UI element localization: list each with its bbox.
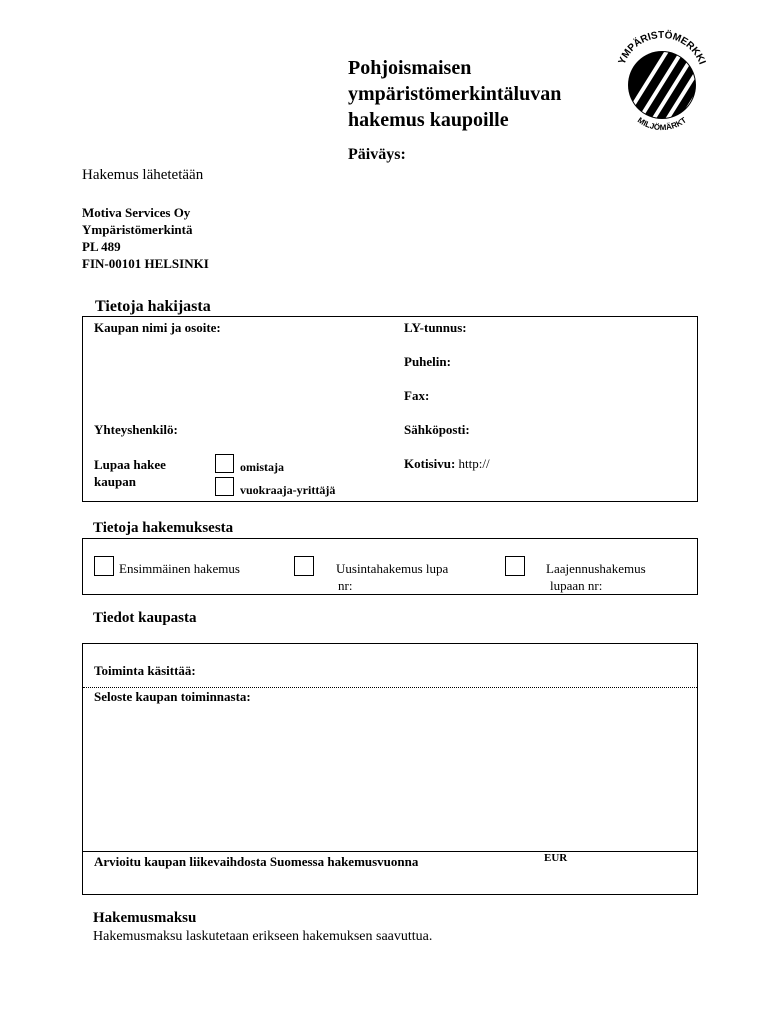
logo-bottom-text: MILJÖMÄRKT [635, 115, 689, 133]
extension-label-line-1: Laajennushakemus [546, 561, 646, 576]
fee-section-title: Hakemusmaksu [93, 910, 197, 926]
homepage-value: http:// [458, 456, 490, 471]
document-title [348, 55, 561, 133]
applicant-box [82, 316, 698, 502]
store-section-title: Tiedot kaupasta [93, 610, 197, 626]
renewal-application-checkbox[interactable] [294, 556, 314, 576]
title-line-3: hakemus kaupoille [348, 109, 509, 131]
recipient-address [82, 204, 209, 272]
sent-to-label: Hakemus lähetetään [82, 167, 204, 183]
date-label: Päiväys: [348, 146, 406, 163]
business-id-label: LY-tunnus: [404, 320, 467, 335]
logo-top-text: YMPÄRISTÖMERKKI [616, 29, 708, 67]
phone-label: Puhelin: [404, 354, 451, 369]
activity-label: Toiminta käsittää: [94, 663, 196, 678]
owner-checkbox[interactable] [215, 454, 234, 473]
fax-label: Fax: [404, 388, 430, 403]
contact-person-label: Yhteyshenkilö: [94, 422, 178, 437]
divider [83, 851, 697, 852]
title-line-1: Pohjoismaisen [348, 57, 472, 79]
homepage-label-text: Kotisivu: [404, 456, 456, 471]
tenant-label: vuokraaja-yrittäjä [240, 483, 336, 497]
currency-label: EUR [544, 852, 568, 864]
extension-application-checkbox[interactable] [505, 556, 525, 576]
divider [83, 687, 697, 688]
store-name-label: Kaupan nimi ja osoite: [94, 320, 221, 335]
owner-label: omistaja [240, 460, 284, 474]
renewal-label-line-1: Uusintahakemus lupa [336, 561, 449, 576]
extension-label-line-2: lupaan nr: [550, 578, 603, 593]
store-box [82, 643, 698, 895]
application-section-title: Tietoja hakemuksesta [93, 520, 234, 536]
tenant-checkbox[interactable] [215, 477, 234, 496]
fee-text: Hakemusmaksu laskutetaan erikseen hakemuksen saavuttua. [93, 929, 433, 944]
nordic-swan-logo [612, 28, 712, 138]
turnover-label: Arvioitu kaupan liikevaihdosta Suomessa hakemusvuonna [94, 854, 419, 869]
application-box [82, 538, 698, 595]
address-line: FIN-00101 HELSINKI [82, 256, 209, 271]
extension-application-label [546, 560, 646, 594]
title-line-2: ympäristömerkintäluvan [348, 83, 562, 105]
renewal-application-label [336, 560, 448, 594]
first-application-checkbox[interactable] [94, 556, 114, 576]
description-label: Seloste kaupan toiminnasta: [94, 689, 251, 704]
homepage-label [404, 456, 490, 472]
first-application-label: Ensimmäinen hakemus [119, 561, 240, 576]
applicant-section-title: Tietoja hakijasta [95, 298, 211, 315]
address-line: Motiva Services Oy [82, 205, 191, 220]
applies-label [94, 456, 166, 490]
address-line: Ympäristömerkintä [82, 222, 193, 237]
renewal-label-line-2: nr: [338, 578, 353, 593]
email-label: Sähköposti: [404, 422, 470, 437]
address-line: PL 489 [82, 239, 121, 254]
applies-label-line-1: Lupaa hakee [94, 457, 166, 472]
applies-label-line-2: kaupan [94, 474, 136, 489]
